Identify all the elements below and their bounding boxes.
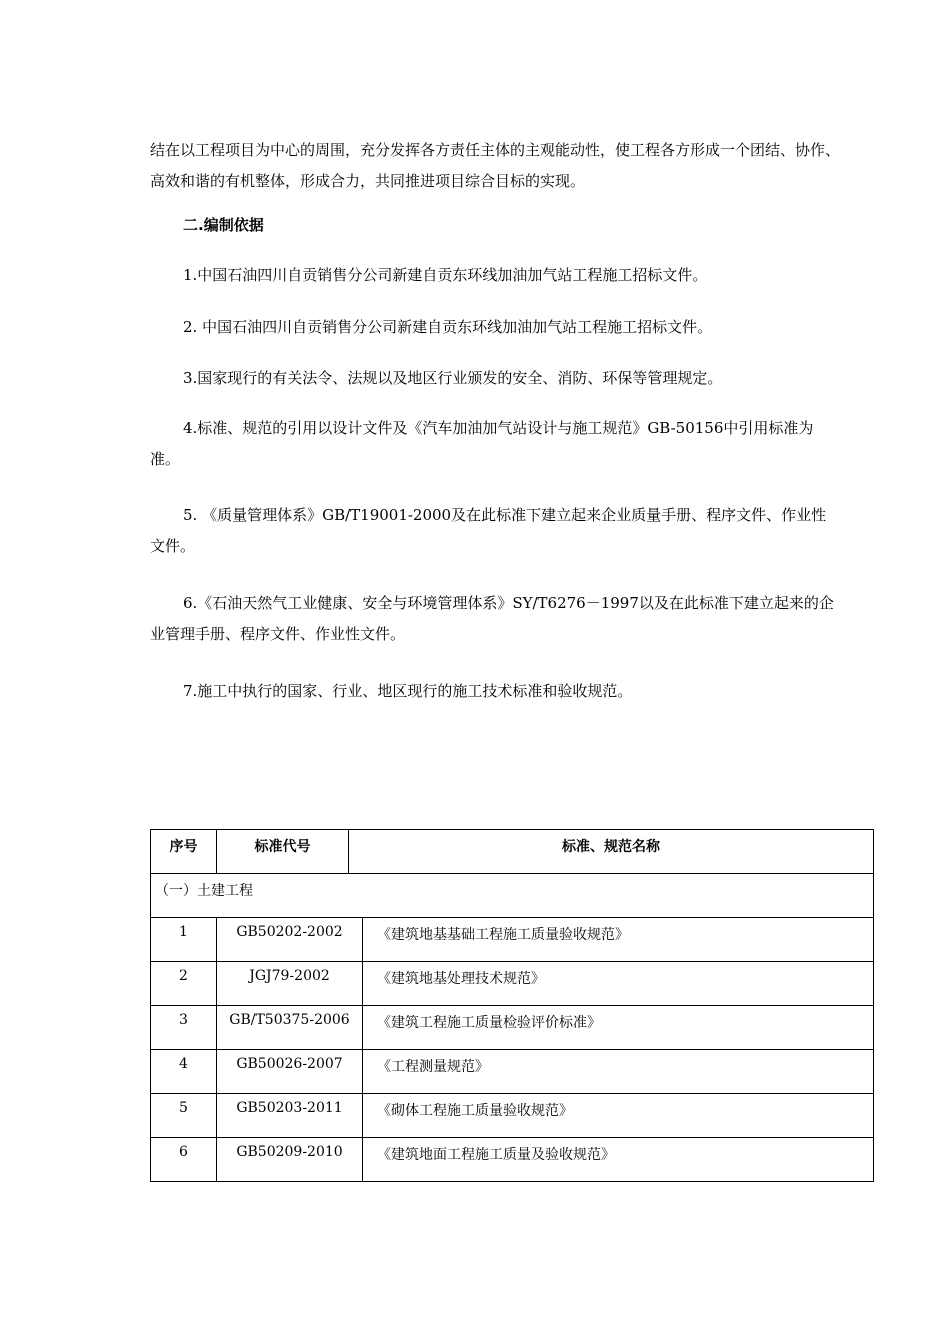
row-code: GB50203-2011: [217, 1094, 363, 1138]
row-no: 6: [151, 1138, 217, 1182]
row-no: 3: [151, 1006, 217, 1050]
row-no: 1: [151, 918, 217, 962]
basis-item-3: 3.国家现行的有关法令、法规以及地区行业颁发的安全、消防、环保等管理规定。: [183, 369, 723, 387]
row-name: 《建筑地基处理技术规范》: [363, 962, 874, 1006]
intro-paragraph: 结在以工程项目为中心的周围，充分发挥各方责任主体的主观能动性，使工程各方形成一个团结、协作、高效和谐的有机整体，形成合力，共同推进项目综合目标的实现。: [150, 141, 841, 190]
row-code: GB50209-2010: [217, 1138, 363, 1182]
row-name: 《建筑工程施工质量检验评价标准》: [363, 1006, 874, 1050]
table-row: [151, 1006, 874, 1050]
basis-item-6: 6.《石油天然气工业健康、安全与环境管理体系》SY/T6276－1997以及在此标准下建立起来的企业管理手册、程序文件、作业性文件。: [150, 594, 834, 643]
basis-item-1: 1.中国石油四川自贡销售分公司新建自贡东环线加油加气站工程施工招标文件。: [183, 266, 708, 284]
row-code: GB50026-2007: [217, 1050, 363, 1094]
header-no: 序号: [151, 830, 217, 874]
row-code: JGJ79-2002: [217, 962, 363, 1006]
section-label: （一）土建工程: [151, 874, 874, 918]
row-code: GB50202-2002: [217, 918, 363, 962]
row-name: 《建筑地面工程施工质量及验收规范》: [363, 1138, 874, 1182]
table-row: [151, 1094, 874, 1138]
table-row: [151, 962, 874, 1006]
table-row: [151, 918, 874, 962]
row-name: 《建筑地基基础工程施工质量验收规范》: [363, 918, 874, 962]
table-section-row: [151, 874, 874, 918]
row-no: 5: [151, 1094, 217, 1138]
basis-item-5: 5. 《质量管理体系》GB/T19001-2000及在此标准下建立起来企业质量手册、程序文件、作业性文件。: [150, 506, 827, 555]
basis-item-2: 2. 中国石油四川自贡销售分公司新建自贡东环线加油加气站工程施工招标文件。: [183, 318, 713, 336]
table-row: [151, 1138, 874, 1182]
row-name: 《砌体工程施工质量验收规范》: [363, 1094, 874, 1138]
basis-item-7: 7.施工中执行的国家、行业、地区现行的施工技术标准和验收规范。: [183, 682, 633, 700]
table-row: [151, 1050, 874, 1094]
row-code: GB/T50375-2006: [217, 1006, 363, 1050]
row-name: 《工程测量规范》: [363, 1050, 874, 1094]
basis-item-4: 4.标准、规范的引用以设计文件及《汽车加油加气站设计与施工规范》GB-50156中引用标准为准。: [150, 419, 814, 468]
row-no: 2: [151, 962, 217, 1006]
header-code: 标准代号: [217, 830, 349, 874]
header-name: 标准、规范名称: [349, 830, 874, 874]
section-heading: 二.编制依据: [183, 216, 264, 234]
table-header-row: [151, 830, 874, 874]
standards-table: [150, 829, 874, 1182]
row-no: 4: [151, 1050, 217, 1094]
